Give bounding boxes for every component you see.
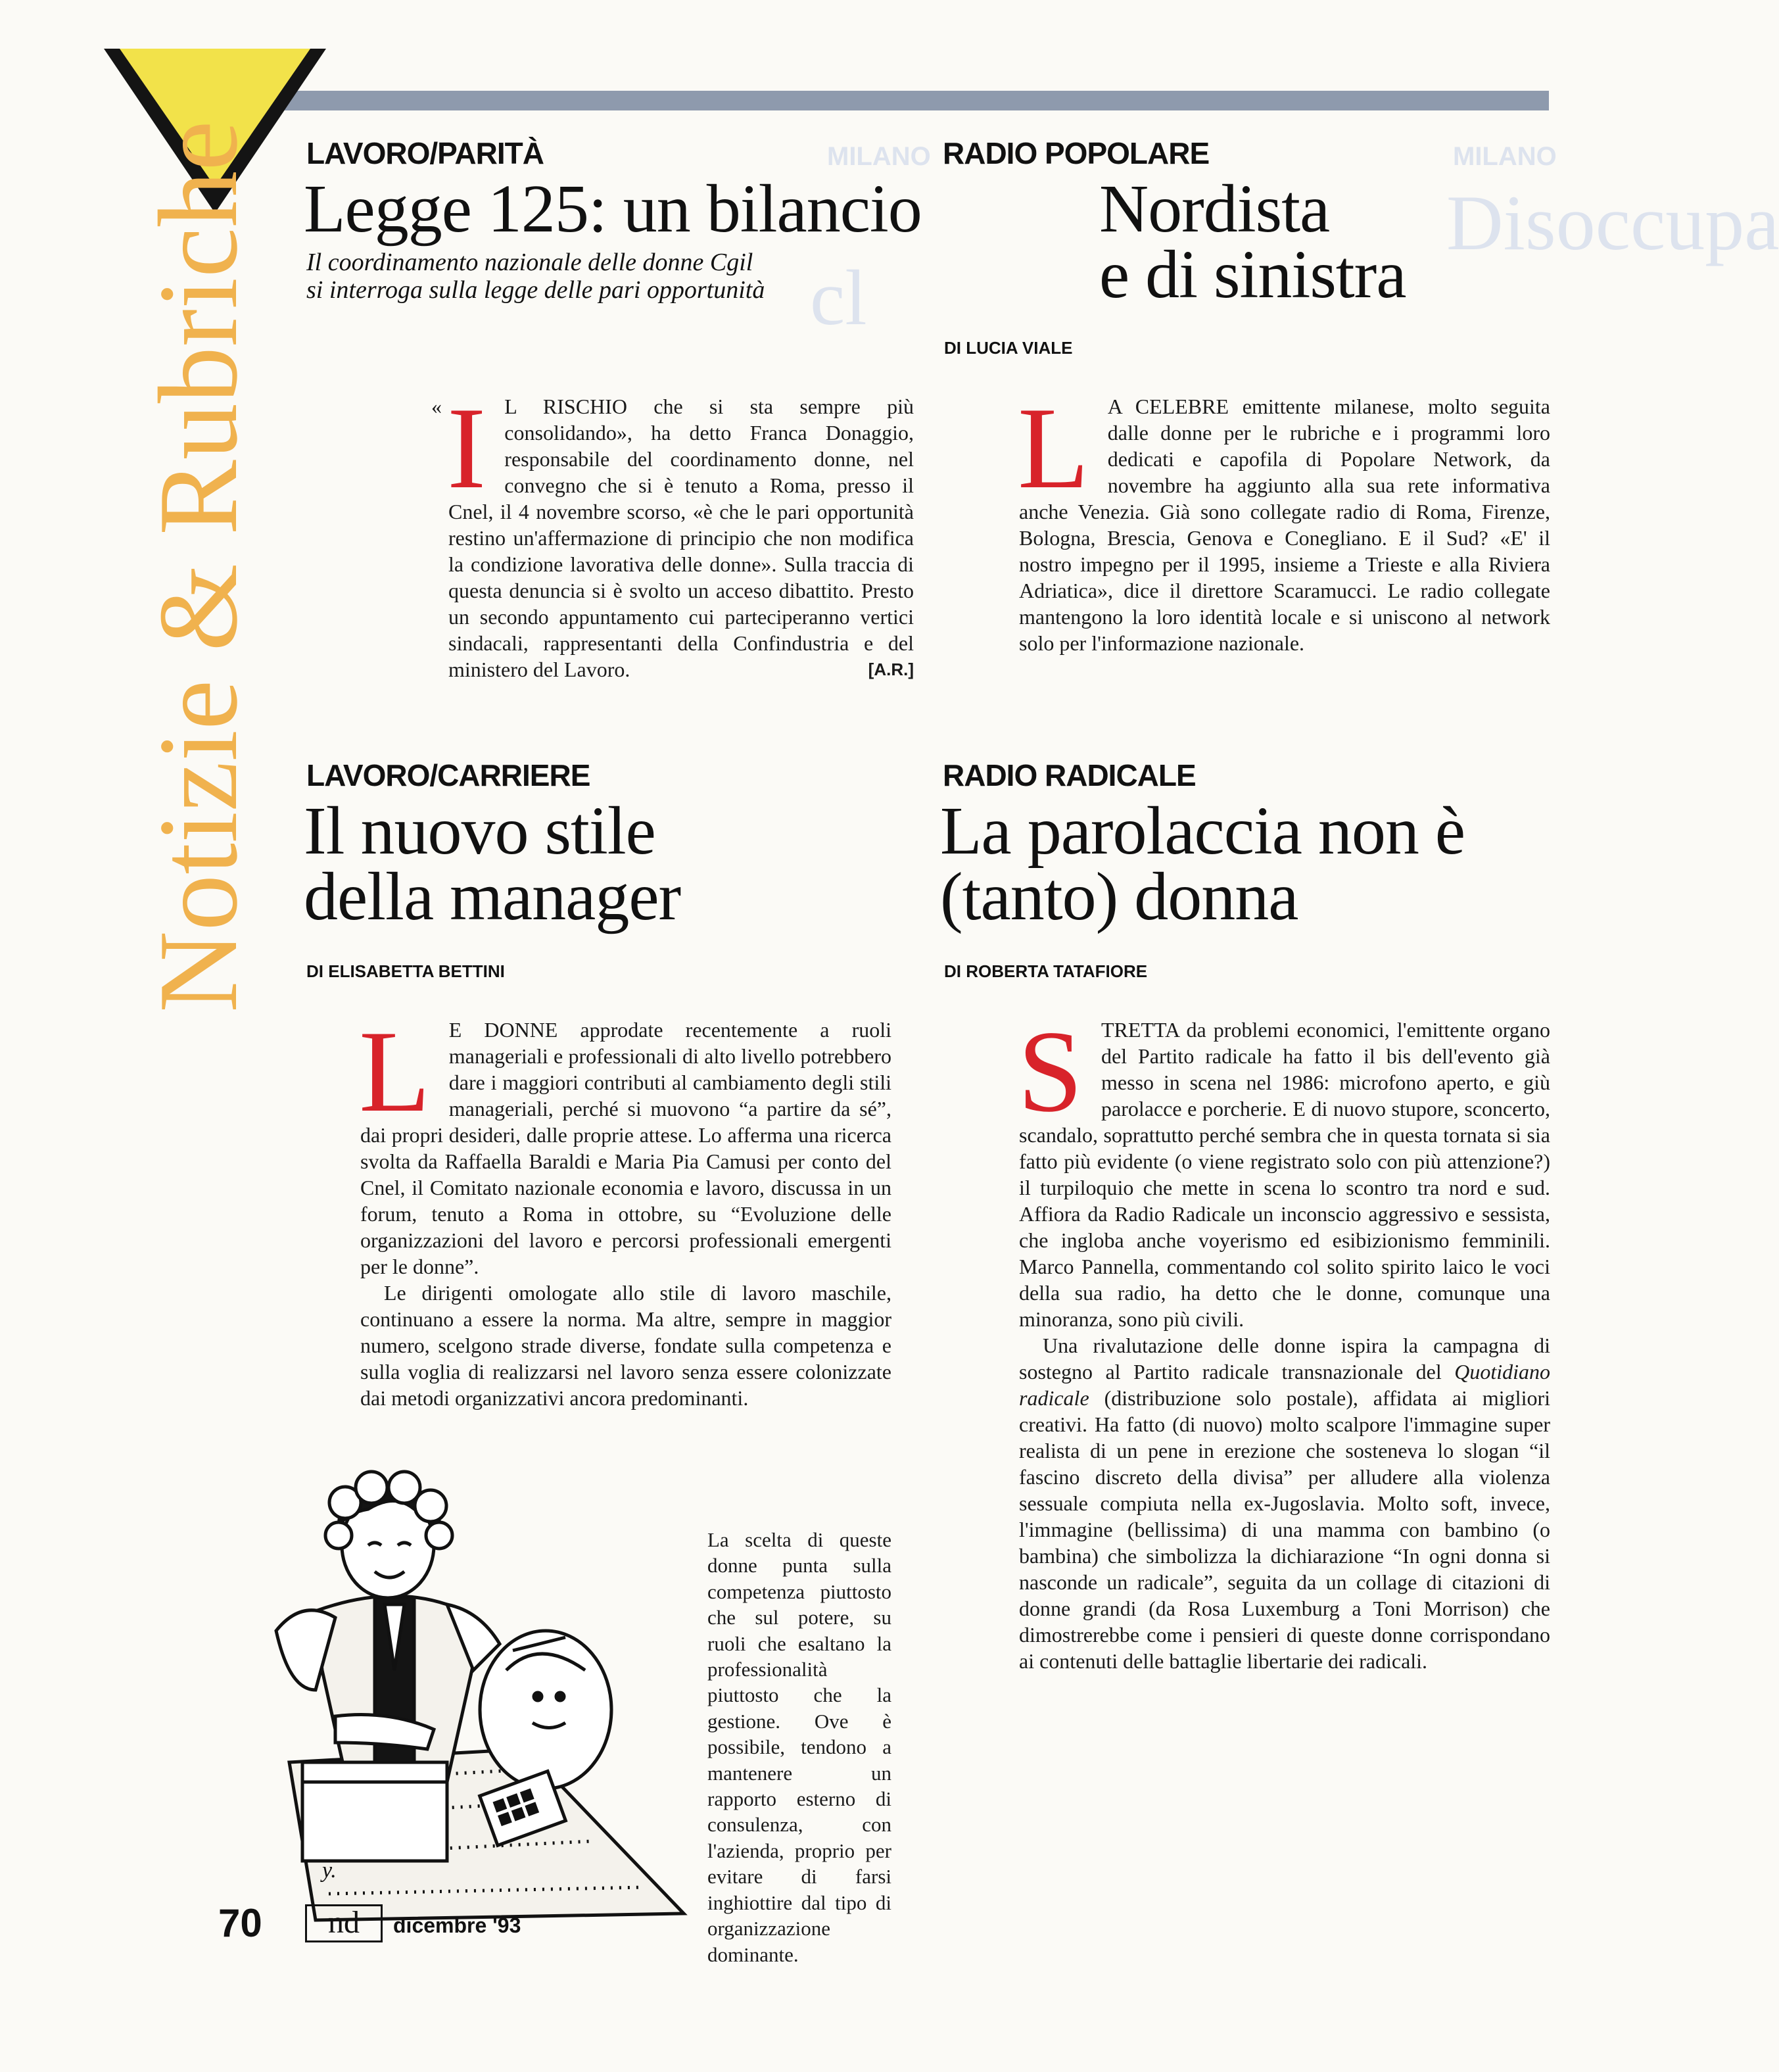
issue-date: dicembre '93 — [393, 1914, 521, 1937]
byline-elisabetta-bettini: DI ELISABETTA BETTINI — [306, 961, 505, 981]
dropcap-s: S — [1018, 1006, 1083, 1136]
article-body-radio-radicale — [1018, 1006, 1550, 1674]
paragraph: L RISCHIO che si sta sempre più consolidando», ha detto Franca Donaggio, responsabile del coordinamento donne, nel convegno che si è tenuto a Roma, presso il Cnel, il 4 novembre scorso, «è che le pari opportunità restino un'affermazione di principio che non modifica la condizione lavorativa delle donne». Sulla traccia di questa denuncia si è svolto un acceso dibattito. Presto un secondo appuntamento cui parteciperanno vertici sindacali, rappresentanti della Confindustria e del ministero del Lavoro. [A.R.] — [448, 395, 914, 681]
article-body-radio-popolare — [1018, 383, 1550, 656]
article-body-manager-wrap — [707, 1527, 891, 1967]
ghost-headline-2: cl — [810, 254, 867, 341]
headline-manager — [304, 793, 895, 934]
artist-mark: y. — [322, 1858, 337, 1883]
manager-illustration — [276, 1473, 697, 1920]
kicker-radio-popolare: RADIO POPOLARE — [943, 136, 1210, 170]
headline-line-1: Nordista — [1099, 171, 1330, 247]
signature-ar: [A.R.] — [868, 660, 914, 679]
article-body-manager — [359, 1006, 891, 1411]
paragraph: E DONNE approdate recentemente a ruoli manageriali e professionali di alto livello potrebbero dare i maggiori contributi al cambiamento degli stili manageriali, perché si muovono “a partire da sé”, dai propri desideri, dalle proprie attese. Lo afferma una ricerca svolta da Raffaella Baraldi e Maria Pia Camusi per conto del Cnel, il Comitato nazionale economia e lavoro, discussa in un forum, tenuto a Roma in ottobre, su “Evoluzione delle organizzazioni del lavoro e percorsi professionali emergenti per le donne”. — [360, 1018, 891, 1278]
headline-line-1: La parolaccia non è — [940, 793, 1465, 869]
paragraph: La scelta di queste donne punta sulla competenza piuttosto che sul potere, su ruoli che esaltano la professionalità piuttosto che la gestione. Ove è possibile, tendono a mantenere un rapporto esterno di consulenza, con l'azienda, proprio per evitare di farsi inghiottire dal tipo di organizzazione dominante. — [707, 1528, 891, 1966]
italic-title: Quotidiano radicale — [1019, 1360, 1550, 1410]
subtitle-legge-125 — [306, 249, 898, 304]
open-quote: « — [431, 395, 442, 418]
ghost-headline: Disoccupa — [1446, 179, 1779, 266]
kicker-lavoro-carriere: LAVORO/CARRIERE — [306, 758, 590, 792]
dropcap-l: L — [359, 1006, 431, 1136]
headline-line-2: e di sinistra — [1099, 237, 1406, 312]
paragraph: A CELEBRE emittente milanese, molto seguita dalle donne per le rubriche e i programmi loro dedicati e capofila di Popolare Network, da novembre ha aggiunto alla sua rete informativa anche Venezia. Già sono collegate radio di Roma, Firenze, Bologna, Brescia, Genova e Conegliano. E il Sud? «E' il nostro impegno per il 1995, insieme a Trieste e alla Riviera Adriatica», dice il direttore Scaramucci. Le radio collegate mantengono la loro identità locale e si uniscono al network solo per l'informazione nazionale. — [1019, 395, 1550, 655]
headline-nordista — [1099, 171, 1467, 312]
computer — [480, 1631, 611, 1845]
paragraph: Le dirigenti omologate allo stile di lavoro maschile, continuano a essere la norma. Ma altre, sempre in maggior numero, scelgono strade diverse, fondate sulla competenza e sulla voglia di realizzarsi nel lavoro senza essere colonizzate dai metodi organizzativi ancora predominanti. — [360, 1281, 891, 1410]
article-body-legge-125 — [431, 383, 914, 683]
paragraph: TRETTA da problemi economici, l'emittente organo del Partito radicale ha fatto il bis dell'evento già messo in scena nel 1986: microfono aperto, e giù parolacce e porcherie. E di nuovo stupore, sconcerto, scandalo, soprattutto perché sembra che in questa tornata si sia fatto più evidente (o viene registrato solo con più attenzione?) il turpiloquio che mette in scena lo scontro tra nord e sud. Affiora da Radio Radicale un inconscio aggressivo e sessista, che ingloba anche voyerismo ed esibizionismo femminili. Marco Pannella, commentando col solito spirito laico le voci della sua radio, ha detto che le donne, comunque una minoranza, sono più civili. — [1019, 1018, 1550, 1331]
paragraph: Una rivalutazione delle donne ispira la campagna di sostegno al Partito radicale transnazionale del Quotidiano radicale (distribuzione solo postale), affidata ai migliori creativi. Ha fatto (di nuovo) molto scalpore l'immagine super realista di un pene in erezione che sosteneva lo slogan “il fascino discreto della divisa” per alludere alla violenza sessuale compiuta nella ex-Jugoslavia. Molto soft, invece, l'immagine (bellissima) di una mamma con bambino (o bambina) che simbolizza la dichiarazione “In ogni donna si nasconde un radicale”, seguita da un collage di citazioni di donne grandi (da Rosa Luxemburg a Toni Morrison) che dimostrerebbe come i pensieri di queste donne corrispondano ai contenuti delle battaglie libertarie dei radicali. — [1019, 1334, 1550, 1673]
ghost-milano-right: MILANO — [1453, 142, 1557, 171]
kicker-radio-radicale: RADIO RADICALE — [943, 758, 1196, 792]
byline-roberta-tatafiore: DI ROBERTA TATAFIORE — [944, 961, 1148, 981]
section-title: Notizie & Rubriche — [136, 120, 261, 1013]
headline-line-2: della manager — [304, 859, 681, 934]
dropcap-l: L — [1018, 383, 1089, 513]
top-color-bar — [210, 91, 1549, 110]
page-number: 70 — [218, 1901, 262, 1945]
byline-lucia-viale: DI LUCIA VIALE — [944, 338, 1073, 358]
dropcap-i: I — [447, 383, 486, 513]
subtitle-line-2: si interroga sulla legge delle pari opportunità — [306, 276, 765, 304]
headline-legge-125: Legge 125: un bilancio — [304, 171, 922, 247]
subtitle-line-1: Il coordinamento nazionale delle donne Cgil — [306, 249, 753, 276]
magazine-logo: nd — [305, 1904, 383, 1942]
headline-line-2: (tanto) donna — [940, 859, 1298, 934]
kicker-lavoro-parita: LAVORO/PARITÀ — [306, 136, 544, 170]
ghost-milano-left: MILANO — [827, 142, 931, 171]
headline-line-1: Il nuovo stile — [304, 793, 655, 869]
headline-parolaccia — [940, 793, 1545, 934]
